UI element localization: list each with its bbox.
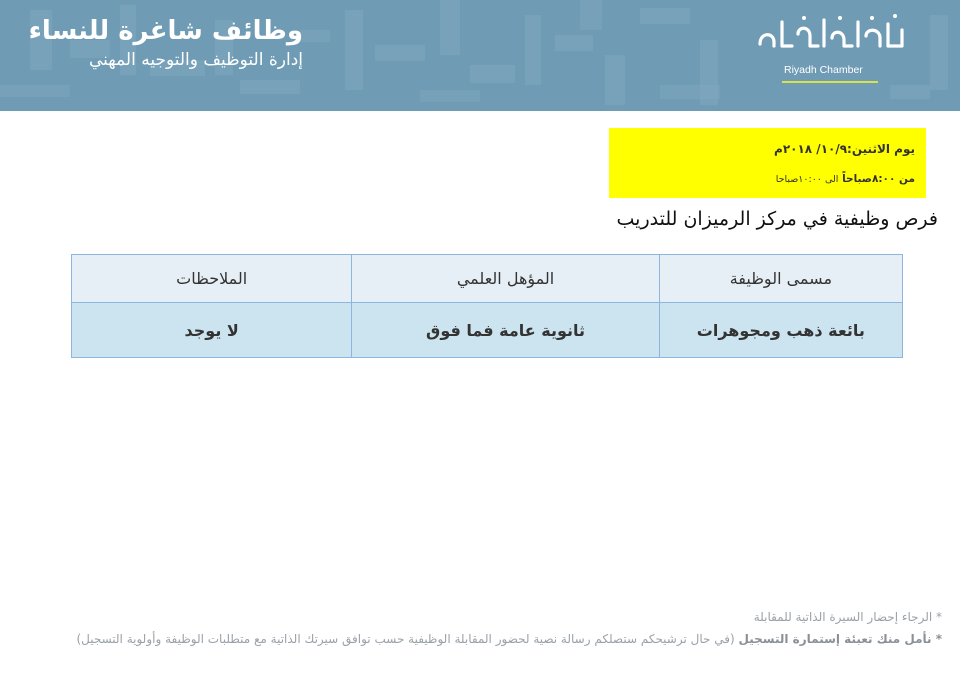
schedule-time-start: من ٨:٠٠صباحاً [842,173,915,185]
schedule-box [609,128,926,198]
schedule-date: يوم الاثنين:١٠/٩/ ٢٠١٨م [774,142,915,156]
section-title: فرص وظيفية في مركز الرميزان للتدريب [616,208,938,230]
logo-accent-line [782,81,878,83]
cell-notes: لا يوجد [72,303,352,358]
header-subtitle: إدارة التوظيف والتوجيه المهني [88,50,303,70]
header-qualification: المؤهل العلمي [352,255,659,303]
note-registration-bold: * نأمل منك تعبئة إستمارة التسجيل [738,632,942,646]
riyadh-chamber-logo [752,10,912,80]
header-notes: الملاحظات [72,255,352,303]
note-registration [76,632,942,646]
table-row [72,303,903,358]
schedule-time-end: الى ١٠:٠٠صباحا [775,174,839,185]
note-cv: * الرجاء إحضار السيرة الذاتية للمقابلة [753,610,942,624]
header-title: وظائف شاغرة للنساء [28,16,303,46]
table-header-row [72,255,903,303]
logo-calligraphy-icon [752,10,912,56]
jobs-table [71,254,903,358]
schedule-time [776,173,915,185]
header-job-title: مسمى الوظيفة [659,255,902,303]
note-registration-detail: (في حال ترشيحكم ستصلكم رسالة نصية لحضور المقابلة الوظيفية حسب توافق سيرتك الذاتية مع متطلبات الوظيفة وأولوية التسجيل) [76,632,739,646]
logo-english-text: Riyadh Chamber [784,64,863,76]
cell-qualification: ثانوية عامة فما فوق [352,303,659,358]
header-banner [0,0,960,111]
cell-job-title: بائعة ذهب ومجوهرات [659,303,902,358]
